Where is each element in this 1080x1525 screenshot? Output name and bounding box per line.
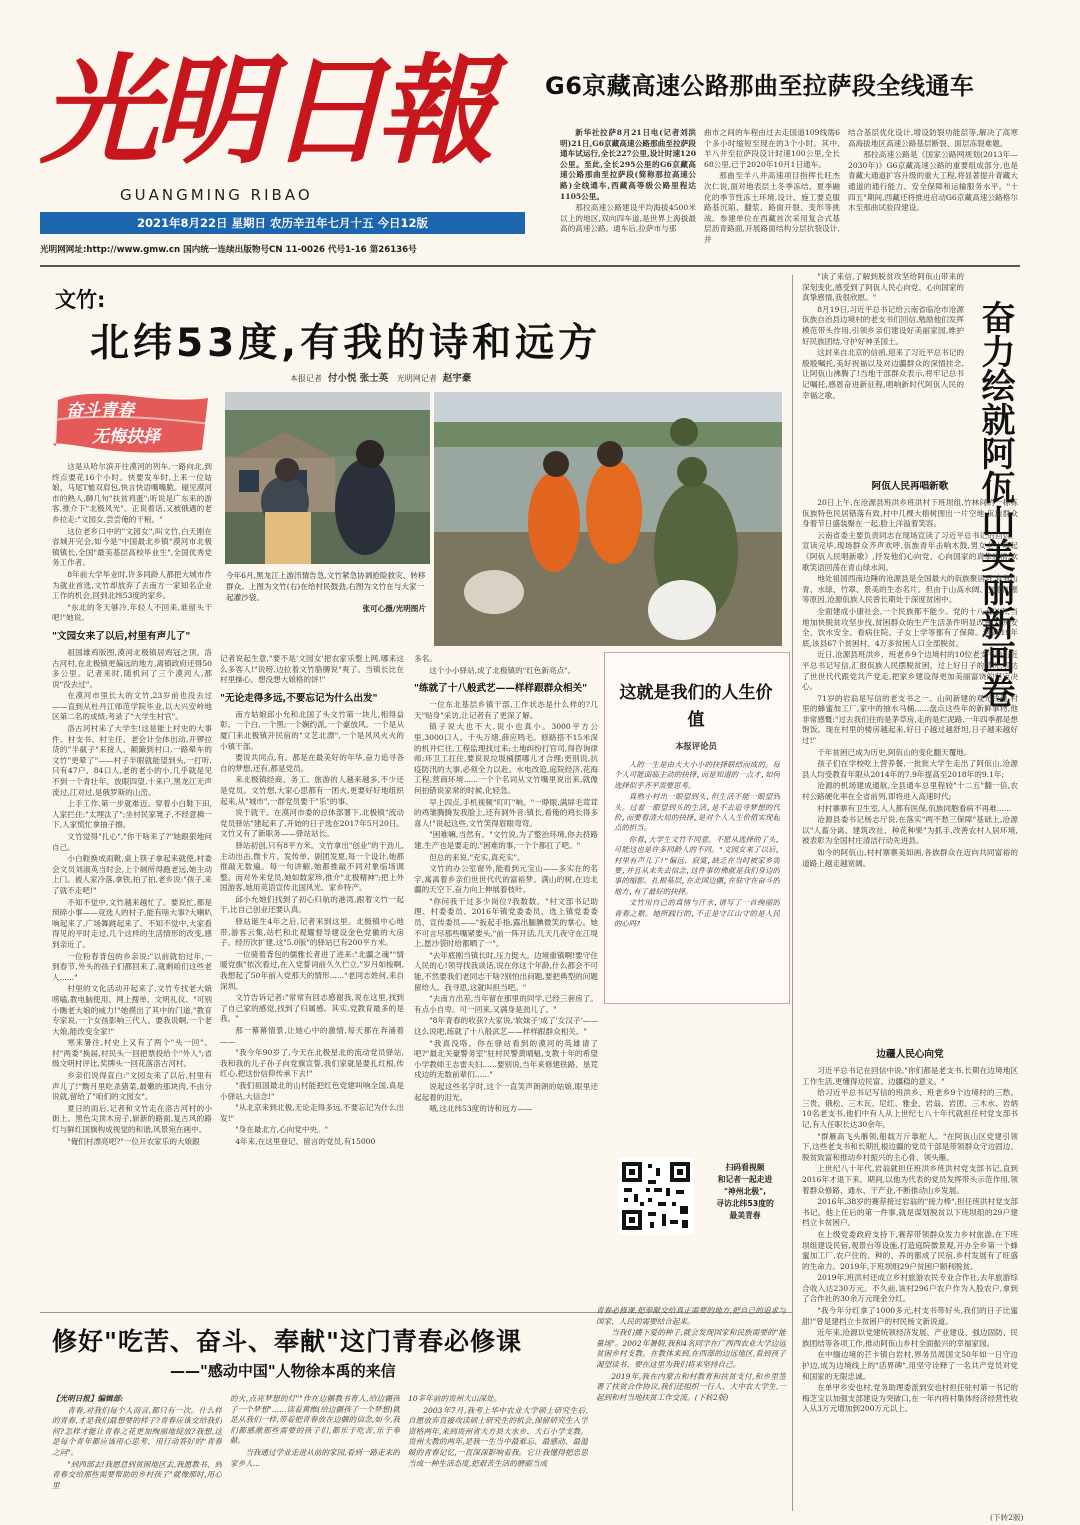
paragraph: 来北极镇经商、务工、旅游的人越来越多,不少还是党员。文竹想,大家心思都有一团火,更要好好地组织起来,从"城市",一群党员要干"乐"的事。 [220,775,404,806]
photo-village [225,392,430,564]
paragraph: "我今年分红拿了1000多元,村支书带好头,我们的日子比蜜甜!"曾是建档立卡贫困户的村民杨文新说道。 [802,1306,1018,1326]
paragraph: 沧源的机场建成通航,全县通车总里程较"十二五"翻一倍,农村公路硬化率在全省前列,即将进入高速时代; [802,781,1018,802]
qr-line: 扫码看视频 [725,1163,765,1172]
photo-credit: 张可心摄/光明图片 [362,604,426,613]
paragraph: 近年来,沧源以党建统领经济发展、产业建设、强边固防、民族团结等各项工作,推动阿佤山乡村全面振兴的幸福家园。 [802,1328,1018,1348]
paragraph: 这是从哈尔滨开往漠河的列车,一路向北,到终点要花16个小时。快要发车时,上来一位姑娘。马尾T恤双肩包,快言快语嘴嘴脆。碰见漠河市的熟人,聊几句"扶贫鸡蛋";听说是广东来的游客,推介下"北极风光"。正说着话,又被俄遇的老乡拉走:"文园女,尝尝俺的干粮。" [52,462,212,524]
photo-caption [226,570,426,614]
subhead: "文园女来了以后,村里有声儿了" [52,630,191,642]
paragraph: "从北京来到北极,无论走得多远,不要忘记为什么出发!" [220,1103,404,1123]
paragraph: 在中缅边境的芒卡镇白岩村,界务员周国文50年如一日守边护边,成为边境线上的"活界碑",用坚守诠释了一名共产党员对党和国家的无限忠诚。 [802,1350,1018,1381]
badge-line-1: 奋斗青春 [66,401,134,421]
paragraph: 洛古河村来了大学生!这是能上村史的大事件。村支书、村主任、老会计全体出动,开锣拉货的"半截子"来接人。颠簸到村口,一路晕车的文竹"更晕了"——村子半眼就能望到头,一打听,只有47户、84口人,老的老小的小,几乎就是见不到一个青壮年。放眼四望,十来户,黑龙江无声流过,江对过,是俄罗斯的山峦。 [52,724,212,797]
paragraph: 上手工作,第一步就难迈。穿着小白鞋下田,人家拦住:"太埋汰了";坐村民家凳子,不经意拂一下,人家慌忙拿抽子擦。 [52,799,212,830]
right-col-bottom [802,1042,1018,1508]
paragraph: 镇子说大也不大,说小也真小。3000平方公里,3000口人。千头万绪,薛应鸣毛。修路搭不15米深的机井烂住,工程监理找过来;土地纠纷打官司,得咨询律师;环卫工扛住,要说说垃圾桶摆哪儿才合理;更别说,抗疫防汛的大事,必须全力以赴。水电改造,庭院经济,花海工程,营商环境......一个个名词从文竹嘴里说出来,就像何拍错说家常的时候,化轻急。 [414,722,598,795]
paragraph: 你看,大学生文竹不同意。不愿从选择的了头,可能这也是许多同龄人的不同。"文园女来了以后,村里有声儿了!"偏远、寂寞,缺乏在当时被家乡需要,并且从未失去信念,这件事仿佛就是我们身边的事的缩影。扎根基层,在北国边疆,在驻守在奋斗的地方,有了最好的抉择。 [614,834,780,896]
paragraph: 这个小小驿站,成了北极镇的"红色新亮点"。 [429,665,576,675]
paragraph: 71岁的岩翁是写信的老支书之一。山间新建的观光栈道,村里的蜂蜜加工厂,家中的抽水马桶......盘点这些年的新鲜事物,他非常感慨:"过去我们住的是茅草房,走的是烂泥路,一年四季都是想饱饭。现在村里的楼房越起来,好日子越过越舒坦,日子越来越好过!" [802,693,1018,746]
paragraph: 那拉高速公路建设平均海拔4500米以上的地区,双向四车道,是世界上海拔最高的高速公路。通车后,拉萨市与那 [560,203,696,234]
bottom-col-1 [52,1394,222,1512]
paragraph: 文竹告诉记者:"常常有回志感谢我,说在这里,找到了自己家的感觉,找到了归属感。其实,党教育最多的是我。" [220,993,404,1024]
logo-char: 明 [152,41,271,180]
subhead: "无论走得多远,不要忘记为什么出发" [220,692,378,704]
paragraph: 但总的来说,"充实,真充实"。 [429,852,525,862]
paragraph: 千年贫困已成为历史,阿佤山的变化翻天覆地。 [817,747,972,757]
paragraph: "你问我干过多少岗位?我数数。"村文部书记助理、村委委员、2016年镇党委委员、选上镇党委委员、宣传委员——"扳起手指,露出腼腆微笑的掌心。她不可言尽那些嘴紧要头,"前一阵开活,几天几夜守在江堤上,愿沙袋时给都晒了一"。 [414,896,598,949]
main-col-3 [414,654,598,1310]
paragraph: 邱小允她们找到了初心归航的港湾,跟着文竹一起干,比自己创业还要认真。 [220,894,404,915]
right-col-top [802,272,964,468]
paragraph: 村里的文化活动开起来了,文竹专找老大娘唠嗑,教电脑使用、网上搜单、文明礼仪、"可别小瞧老大娘的威力!"她摸出了其中的门道,"教育专家说,一个女孩影响三代人。要我说啊,一个老大娘,能改变全家!" [52,984,212,1036]
main-headline: 北纬53度,有我的诗和远方 [90,321,602,366]
paragraph: 2019年,班洪村还成立乡村旅游农民专业合作社,去年旅游综合收入达230万元。不久前,该村296户农户作为入股农户,拿到了合作社的30余万元现金分红。 [802,1273,1018,1304]
paragraph: 那曲至羊八井高速项目指挥长旺杰次仁说,面对地表层土冬季冻结、夏季融化的季节性冻土环境,设计、施工要克服路基沉陷、翻浆、路面开裂、变形等挑战。参建单位在西藏首次采用复合式基层沥青路面,开展路面结构分层抗裂设计,并 [704,171,840,244]
paragraph: 乡亲们说得直白:"文园女来了以后,村里有声儿了!"黝月里吃杀猪菜,最嫩的那块肉,不由分说就,留给了"咱们的文园女"。 [52,1071,212,1102]
bottom-headline: 修好"吃苦、奋斗、奉献"这门青春必修课 [52,1327,523,1356]
paragraph: 说起这些名字时,这个一直笑声朗朗的姑娘,眼里还起起着的泪光。 [414,1081,598,1102]
logo-char: 光 [40,41,159,180]
paragraph: 全面建成小康社会,一个民族都不能少。党的十八大以来,当地加快脱贫攻坚步伐,贫困群众的生产生活条件明显改善,住房安全、饮水安全、看病住院、子女上学等都有了保障。到2019年底,该县67个贫困村、4万多贫困人口全部脱贫。 [802,606,1018,648]
paragraph: 那拉高速公路是《国家公路网规划(2013年—2030年)》G6京藏高速公路的重要组成部分,也是青藏大通道扩容升级的重大工程,将显著提升青藏大通道的通行能力、安全保障和运输服务水平。"十四五"期间,西藏还将推进启动G6京藏高速公路格尔木至那曲试验段建设。 [848,150,1018,213]
paragraph: 结合基层优化设计,增设防裂功能层等,解决了高寒高海拔地区高速公路基层断裂、面层冻裂难题。 [848,128,1018,148]
paragraph: 8月19日,习近平总书记给云南省临沧市沧源佤族自治县边境村的老支书们回信,勉励他们发挥模范带头作用,引领乡亲们建设好美丽家园,维护好民族团结,守护好神圣国土。 [802,304,964,346]
publication-info: 光明网网址:http://www.gmw.cn 国内统一连续出版物号CN 11-0026 代号1-16 第26136号 [40,245,417,255]
paragraph: "8年青春的收获?大家说,'软妹子'成了'女汉子'——这么说吧,练就了十八般武艺——样样跟群众相关。" [414,1016,598,1036]
logo-char: 報 [376,41,495,180]
paragraph: "群雁高飞头雁领,船载万斤靠舵人。"在阿佤山区党建引领下,这些老支书和长期扎根边疆的党员干部是带领群众守边固边、脱贫致富和推动乡村振兴的主心骨、领头雁。 [802,1131,1018,1162]
paragraph: 给习近平总书记写信的班洪乡、班老乡9个边境村的三愁、三贵、俄松、三木瓦、尼红、雅金、岩翁、岩团、三木水、岩炳10名老支书,他们中有人从上世纪七八十年代就担任村党支部书记,有人任职长达30余年。 [802,1088,1018,1129]
paragraph: 在上级党委政府支持下,赛荐带领群众发力乡村旅游,在下班坝组建设民宿,观景台等设施,打造庭院微景观,开办全乡第一个蜂蜜加工厂,农户住的、种的、养的都成了民宿,乡村发展有了旺盛的生命力。2019年,下班坝组29户贫困户顺利脱贫。 [802,1229,1018,1271]
paragraph: 青春必修课,把奉献交给真正需要的地方,把自己的追求与国家、人民的需要结合起来。 [596,1306,786,1326]
paragraph: 习近平总书记在回信中说,"你们都是老支书,长期在边境地区工作生活,更懂得边民富、边疆稳的意义。" [802,1066,1018,1086]
paragraph: 8年前大学毕业时,许多同龄人都把大城市作为就业首选,文竹却放弃了去南方一家知名企业工作的机会,回到北纬53度的家乡。 [52,569,212,601]
paragraph: "我们祖国最北的山村能把红色党建叫响全国,真是小驿站,大信念!" [220,1080,404,1101]
paragraph: 在单甲乡安也村,党务助理委派到安也村担任驻村第一书记的梅芝宝以加强支部建设为突破口,在一年内将村集体经济经营性收入从3万元增加到200万元以上。 [802,1383,1018,1414]
bottom-col-4 [596,1306,786,1512]
paragraph: 寒来暑往,村史上又有了两个"头一回"。村"两委"换届,村民头一回把票投给个"外人";省级文明村评比,奖牌头一回花落洛古河村。 [52,1038,212,1069]
main-byline [290,370,477,384]
g6-col-1 [560,128,696,260]
paragraph: 祖国雄鸡版图,漠河北极镇居鸡冠之顶。洛古河村,在北极镇更偏远的地方,离镇政府还得50多公里。记者来时,随机问了三个漠河人,都说"没去过"。 [52,647,212,689]
paragraph: 2019年,我在内蒙古和村教育和扶贫支付,和乡里签署了扶贫合作协议,我们还组织一行人、大中农大学生,一起到和村当地扶贫工作交流。(下转2版) [596,1371,786,1402]
paragraph: 村村寨寨有卫生室,人人都有医保,佤族同胞看病不再难...... [817,803,1012,813]
paragraph: 夏日的雨后,记者和文竹走在洛古河村的小街上。黑色尖顶木房子,崭新的路面,复古风的路灯与鲜红国旗构成视觉的和谐,风景宛在画中。 [52,1103,212,1135]
qr-line: 和记者一起走进 [717,1175,773,1184]
subhead: 阿佤人民再唱新歌 [871,481,949,492]
paragraph: 一位骑着背包的儒雅长者进了进来:"北疆之魂""情暖党旗"依次看过,在入党誓词前久久伫立,"岁月如梭啊,我想起了50年前入党那天的情形......"老同志姓何,来自深圳。 [220,949,404,991]
main-col-1 [52,462,212,1310]
paragraph: 哦,这北纬53度的诗和远方—— [429,1104,533,1114]
paragraph: "俺们村漂亮吧?"一位开农家乐的大娘跟 [67,1136,200,1146]
date-band: 2021年8月22日 星期日 农历辛丑年七月十五 今日12版 [40,212,525,234]
bottom-subhead: ——"感动中国"人物徐本禹的来信 [170,1362,396,1380]
commentary-headline: 这就是我们的人生价值 [619,683,773,730]
paragraph: 真熟小村出一眼望到头,但生活不能一眼望到头。过着一眼望到头的生活,是不去追寻梦想的代价,而要看清大局的抉择,是对个人人生价值实现起点的担当。 [614,792,780,833]
paragraph: 一位粉春背包的乡亲说:"以前就怕过年,一到春节,外头的孩子们都回来了,就剩咱们这些老人......" [52,951,212,982]
paragraph: 4年来,在这里登记、留言的党员,有15000 [235,1136,376,1146]
paragraph: 文竹用自己的真情与汗水,谱写了一首绚丽的青春之歌。她所践行的,不正是守江山守的是人民的心吗? [614,898,780,929]
qr-code-icon[interactable] [618,1158,694,1234]
paragraph: 多名。 [414,654,437,663]
paragraph: 人的一生是由大大小小的抉择联结而成的。每个人可能面临主动的抉择,而是知道的一点才,如何选择似乎齐平需要思考。 [614,760,780,790]
qr-code-graphic [618,1158,694,1234]
g6-col-3 [848,128,1018,260]
paragraph: 记者说起生意,"要不是'文园女'把农家乐整上网,哪来这么多客人!"说唠,边拉着文竹胳膊说"爽了。当镇长比在村里操心。想没想大娘格的饼!" [220,654,404,685]
byline-label: 本报记者 [290,374,322,383]
paragraph: "到西部去!我愿意到贫困地区去,我愿教书、到青春交给那些需要帮助的乡村孩子"就像那时,用心里 [52,1459,222,1490]
g6-col-2 [704,128,840,260]
paragraph: 新华社拉萨8月21日电(记者刘洪明)21日,G6京藏高速公路那曲至拉萨段通车试运行,全长227公里,设计时速120公里。至此,全长295公里的G6京藏高速公路那曲至拉萨段(简称那拉高速公路)全线通车,西藏高等级公路里程达1105公里。 [560,128,696,201]
paragraph: 南方姑娘邱小允和北国了头文竹第一块儿,相得益彰。一个白,一个黑;一个娴约派,一个豪放风。一个是从厦门来北极镇开民宿的"文艺北漂",一个是风风火火的小镇干部。 [220,709,404,751]
commentary-body [614,760,780,996]
continued-note: (下转2版) [990,1513,1024,1522]
paragraph: 2016年,38岁的赛荐接过岩翁的"接力棒",担任班洪村党支部书记。他上任后的第一件事,就是谋划脱贫以下班坝组的29户建档立卡贫困户。 [802,1197,1018,1228]
commentary-byline: 本报评论员 [675,741,717,751]
paragraph: 那一幕幕情景,让她心中的激情,每天都在奔涌着—— [220,1026,404,1046]
logo-char: 日 [268,41,387,180]
paragraph: 地处祖国西南边陲的沧源县是全国最大的佤族聚居县,有着山青、水绿、竹翠、景美的生态名片。但由于山高水阔、交通闭塞等原因,沧源佤族人民曾长期处于深度贫困中。 [802,574,1018,605]
paragraph: 这位老乡口中的"文园女",叫文竹,白天刚在省城开完会,如今是"中国最北乡镇"漠河市北极镇镇长,全国"最美基层高校毕业生",全国优秀党务工作者。 [52,526,212,568]
paragraph: 10多年前的贵州大山深处。 [408,1394,502,1403]
paragraph: "我真没咯。你在驿站看到的漠河的英雄请了吧?"最北关豪警务室"驻村民警黄晴魁,支教十年的希望小学教师王志雷夫妇......要别说,当年来修建铁路、垦荒戍边的无数前辈们......" [414,1038,598,1080]
paragraph: 文竹的办公室窗外,能看到元宝山——多实在的名字,寓离着乡亲们世世代代的富裕梦。满山的树,在边北疆的天空下,奋力向上伸展着枝叶。 [414,864,598,895]
subhead: 边疆人民心向党 [876,1049,944,1060]
photo-sandbags [434,392,782,646]
paragraph: 如今的阿佤山,村村寨寨美如画,各族群众在迈向共同富裕的道路上越走越宽阔。 [802,848,1018,868]
paragraph: 【光明日报】编辑部: [52,1394,124,1403]
paragraph: 近日,沧源县班洪乡、班老乡9个边境村的10位老支书给习近平总书记写信,汇报佤族人民摆脱贫困、过上好日子的情况,表达了世世代代跟党共产党走,把家乡建设得更加美丽富饶的坚定决心。 [802,650,1018,692]
masthead-pinyin: GUANGMING RIBAO [120,186,313,204]
paragraph: 青春,对我们每个人而言,都只有一次。什么样的青春,才是我们最想要的样子?青春应该交给我们何?怎样才能让青春之花更加绚丽地绽放?我想,这是每个青年都应该用心思考、用行动答好的"青春之问"。 [52,1405,222,1457]
qr-caption [700,1162,790,1222]
paragraph: "东北的冬天够冷,年轻人不回来,谁留头干吧!"她说。 [52,602,212,623]
paragraph: 当我们播下爱的种子,就会发现国家和民族需要的"能量场"。2002年暑假,我和4名同学在广西西农业大学边远贫困乡村支教。在教体来到,在西部的边远地区,看到孩子渴望读书、要在这里为我们将来坚持自己。 [596,1328,786,1369]
paragraph: "我今年90岁了,今天在北极星北的流动党员驿站,我和我的儿子孙子向党旗宣誓,我们家就是要扎红根,传红心,把这份信仰传承下去!" [220,1048,404,1079]
masthead-logo [40,36,500,186]
paragraph: 这封来自北京的信函,迎来了习近平总书记的殷殷嘱托,美好祝福以及对边疆群众的深情挂念,让阿佤山沸腾了!当地干部群众表示,将牢记总书记嘱托,感恩奋进新征程,唱响新时代阿佤人民的幸福之歌。 [802,348,964,400]
paragraph: "困难嘛,当然有。"文竹说,为了整治环境,你去挤路建,生产也是要走的,"困难的事,一个个都扛了吧。" [414,830,598,850]
right-col-middle [802,474,1018,1036]
paragraph: 说干就干。在漠河市委的总体部署下,北极镇"流动党员驿站"建起来了,开始的日子选在2017年5月20日。文竹又有了新职务——驿站站长。 [220,808,404,839]
qr-line: 最美青春 [729,1211,761,1220]
paragraph: 的火,点亮梦想的灯""作在边疆教书育人,给边疆孩子一个梦想"......读着黄维(给边疆孩子一个梦想)就是从我们一样,带着把青春放在边疆的信念,如今,我们都感激那些需要的孩子们,都乐于吃苦,乐于奉献。 [230,1394,400,1446]
right-vertical-headline: 奋力绘就阿佤山美丽新画卷 [975,300,1015,708]
main-col-2 [220,654,404,1310]
paragraph: 20日上午,在沧源县班洪乡班洪村下班坝组,竹林间的一栋栋佤族特色民居错落有致,村中几棵大榕树围出一片空地,佤族群众身着节日盛装聚在一起,脸上洋溢着笑容。 [802,498,1018,529]
paragraph: "去年底刚当镇长时,压力挺大。边境重镇啊!要守住人民的心!领导找我谈话,说在你这个年龄,什么都会不可能,不然要我们老同志干啥?别怕出问题,要把典型的问题留给人。我寻思,这就叫担当吧。" [414,950,598,992]
badge-line-2: 无悔抉择 [92,427,160,447]
byline-names: 付小悦 张士英 [328,373,389,384]
qr-line: "神州北极", [723,1187,767,1196]
paragraph: 驿站初创,只有8平方米。文竹拿出"创业"的干劲儿,主动出击,微卡片、发传单、剧团发夏,每一个设计,她都推敲无数遍。每一句讲解,她都推敲不同对象临场调整。而对外来党员,她如数家珍,推介"北极精神";把上外国游客,她用英语宣传北国风光、家乡特产。 [220,840,404,893]
paragraph: "去南方出差,当年留在那里的同学,已经三套房了。有点小自卑。可一回来,又满身是劲儿了。" [414,994,598,1014]
byline-label: 光明网记者 [396,374,437,383]
paragraph: "身在最北方,心向党中央。" [235,1125,329,1135]
paragraph: 上世纪八十年代,岩翁就担任班洪乡班洪村党支部书记,直到2016年才退下来。期间,以他为代表的党员发挥带头示范作用,领着群众修路、通水、干产业,不断推动山乡发展。 [802,1164,1018,1195]
paragraph: 文竹觉得"扎心","你干啥来了?"她跟狠地问自己。 [52,832,212,852]
main-kicker: 文竹: [55,288,106,312]
g6-headline: G6京藏高速公路那曲至拉萨段全线通车 [545,72,975,100]
paragraph: 当我通过学业走进从前的家园,看到一路走来的家乡人... [230,1447,400,1468]
paragraph: 孩子们在学校吃上营养餐,一批批大学生走出了阿佤山,沧源县人均受教育年限从2014年的7.9年提高至2018年的9.1年; [802,759,1018,779]
paragraph: 在漠河市里长大的文竹,23岁前也没去过——直到从杜丹江师范学院毕业,以大兴安岭地区第二名的成绩,考录了"大学生村官"。 [52,691,212,722]
qr-line: 寻访北纬53度的 [716,1199,774,1208]
bottom-col-3 [408,1394,588,1512]
paragraph: 2003年7月,我考上华中农业大学硕士研究生后,自愿放弃直接攻读硕士研究生的机会,保留研究生入学资格两年,来到贵州省大方县大水乡、大石小学支教。贵州大教的两年,是我一生当中最难忘、最感动、最温暖的青春记忆,一直深深影响着我。它让我懂得把忠思当成一种生活态度,把艰苦生活的磨砺当成 [408,1405,588,1468]
photo-village-image [225,392,430,564]
photo-sandbags-image [434,392,782,646]
paragraph: 驿站诞生4年之后,记者来到这里。北极镇中心地带,游客云集,站栏和北观耀督导建设金色党徽的大房子。经历次扩建,这"5.0版"的驿站已有200平方米。 [220,917,404,948]
paragraph: 早上四点,手机视频"叮叮"响。"一睁眼,满屏毛茸茸的鸡雏腾腾发我脸上,还有洞外音:镇长,看俺的鸡长得多喜人!"说起这些,文竹笑得眉眼弯弯。 [414,797,598,828]
caption-text: 今年6月,黑龙江上游汛情告急,文竹紧急协调抢险救灾、转移群众。上图为文竹(右)在给村民鼓劲,右图为文竹在与大家一起灌沙袋。 [226,571,426,602]
subhead: "练就了十八般武艺——样样跟群众相关" [414,683,588,695]
paragraph: 不知不觉中,文竹越来越忙了。要说忙,都是琐碎小事——竞选人的村子,能有啥大事?大喇叭响起来了,广场舞跳起来了。不知不觉中,大家看得见的平时走过,几个这样的生活情形的改变,感到亲近了。 [52,897,212,949]
byline-names: 赵宇豪 [442,373,472,384]
paragraph: 云南省委主要负责同志在现场宣读了习近平总书记的回信。宣读完毕,现场群众齐声欢呼,佤族青年击响木鼓,男女老少唱起《阿佤人民唱新歌》,抒发他们心向党、心向国家的真挚感情,欢歌笑语回荡在青山绿水间。 [802,530,1018,572]
divider [792,275,793,1511]
divider [40,265,1020,267]
paragraph: 小白鞋换成雨靴,桌上筷子拿起来就使,村委会文员刘淑英当时会,上个厕所得跑老远,她主动上门。被人家冷落,拿铁,拍了拍,老乡说:"孩子,来了就不走吧!" [52,854,212,895]
bottom-col-2 [230,1394,400,1512]
series-badge [52,390,212,456]
paragraph: "读了来信,了解到脱贫攻坚给阿佤山带来的深刻变化,感受到了阿佤人民心向党、心向国家的真挚感情,我很欣慰。" [802,272,964,303]
paragraph: 要说共同点,有。都是在最美好的年华,奋力追寻各自的梦想,还有,都是党员。 [220,753,404,773]
paragraph: 曲市之间的车程由过去走国道109线需6个多小时缩短至现在的3个小时。其中,羊八井至拉萨段设计时速100公里,全长68公里,已于2020年10月1日通车。 [704,128,840,169]
paragraph: 沧源县委书记杨志厅说,在落实"两不愁三保障"基础上,沧源以"人畜分离、建筑改社、种花种果"为抓手,改善农村人居环境,被表彰为全国村庄清洁行动先进县。 [802,815,1018,846]
paragraph: 一位东北基层乡镇干部,工作状态是什么样的?几天"贴身"采访,让记者有了更深了解。 [414,700,598,720]
